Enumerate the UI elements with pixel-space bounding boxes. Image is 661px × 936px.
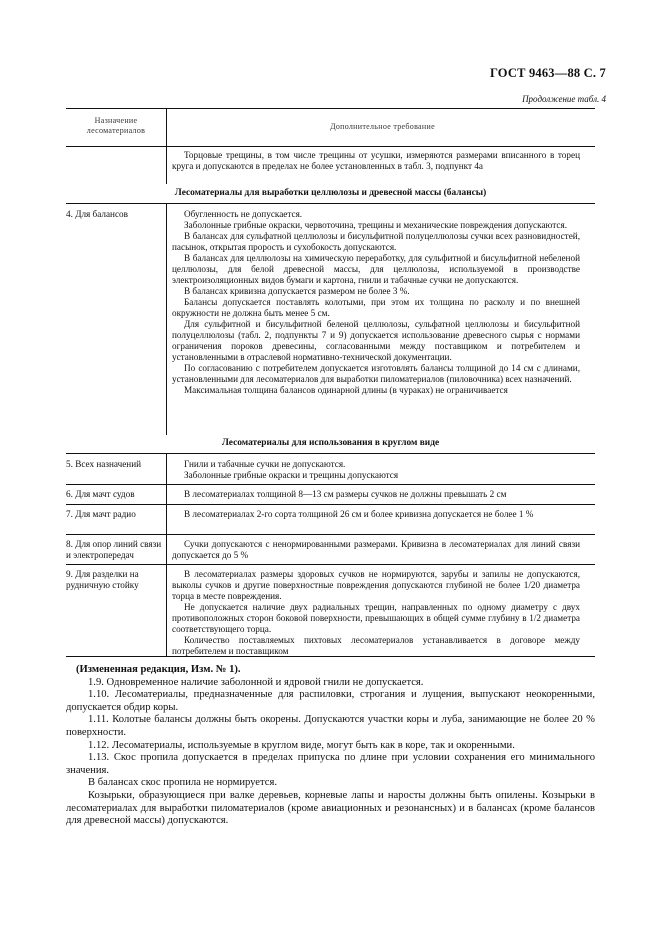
row4-para: Заболонные грибные окраски, червоточина, трещины и механические повреждения допускаются. [184, 220, 568, 230]
row4-purpose: 4. Для балансов [66, 209, 128, 219]
row8-purpose: 8. Для опор линий связи и электропередач [66, 539, 162, 560]
row4-col-divider [166, 203, 167, 435]
clause-1-13-note: В балансах скос пропила не нормируется. [88, 777, 277, 789]
row6-requirement: В лесоматериалах толщиной 8—13 см размеры сучков не должны превышать 2 см [184, 489, 507, 499]
row9-para: Количество поставляемых пихтовых лесоматериалов устанавливается в договоре между потребителем и поставщиком [172, 635, 580, 656]
row4-para: По согласованию с потребителем допускается изготовлять балансы толщиной до 14 см с длинами, установленными для лесоматериалов для выработки пиломатериалов (пиловочника) всех назначений. [172, 363, 580, 384]
row6-rule [66, 504, 595, 505]
header-col-divider [166, 108, 167, 146]
table-bottom-rule [66, 656, 595, 657]
table-top-rule [66, 108, 595, 109]
row4-para: В балансах для целлюлозы на химическую переработку, для сульфитной и бисульфитной небеленой целлюлозы, для белой древесной массы, для целлюлозы, используемой в производстве электроизоляционных видов бумаги и картона, гнили и табачные сучки не допускаются. [172, 253, 580, 285]
row5-para: Заболонные грибные окраски и трещины допускаются [184, 470, 399, 480]
row4-requirements [172, 209, 580, 396]
col-header-purpose: Назначение лесоматериалов [86, 116, 146, 135]
row7-rule [66, 534, 595, 535]
row5-col-divider [166, 453, 167, 484]
row8-rule [66, 564, 595, 565]
clause-1-9: 1.9. Одновременное наличие заболонной и ядровой гнили не допускается. [88, 676, 424, 688]
row7-col-divider [166, 504, 167, 534]
clause-1-11: 1.11. Колотые балансы должны быть окорены. Допускаются участки коры и луба, занимающие не более 20 % поверхности. [66, 714, 595, 738]
clause-1-10: 1.10. Лесоматериалы, предназначенные для распиловки, строгания и лущения, выпускают неокоренными, допускается обдир коры. [66, 689, 595, 713]
row4-para: Обугленность не допускается. [184, 209, 303, 219]
row4-para: Балансы допускается поставлять колотыми, при этом их толщина по расколу и по внешней окружности не должна быть менее 5 см. [172, 297, 580, 318]
row6-col-divider [166, 484, 167, 504]
clause-1-12: 1.12. Лесоматериалы, используемые в круглом виде, могут быть как в коре, так и окоренными. [88, 739, 515, 751]
row9-purpose: 9. Для разделки на рудничную стойку [66, 569, 139, 590]
row8-col-divider [166, 534, 167, 564]
header-bottom-rule [66, 146, 595, 147]
row5-para: Гнили и табачные сучки не допускаются. [184, 459, 346, 469]
row9-para: В лесоматериалах размеры здоровых сучков не нормируются, зарубы и запилы не допускаются, выколы сучков и другие поверхностные повреждения допускаются глубиной не более 1/20 диаметра торца в месте повреждения. [172, 569, 580, 601]
section-title-round: Лесоматериалы для использования в круглом виде [221, 438, 440, 448]
row5-rule [66, 484, 595, 485]
col-header-requirement: Дополнительное требование [330, 122, 435, 131]
row9-requirements [172, 569, 580, 657]
section1-rule [66, 203, 595, 204]
row4-para: Максимальная толщина балансов одинарной длины (в чураках) не ограничивается [184, 385, 508, 395]
row9-para: Не допускается наличие двух радиальных трещин, направленных по одному диаметру с двух противоположных сторон боковой поверхности, превышающих в общей сумме глубину в 1/2 диаметра соответствующего торца. [172, 602, 580, 634]
page-header: ГОСТ 9463—88 С. 7 [489, 66, 606, 80]
cont-col-divider [166, 146, 167, 184]
row6-purpose: 6. Для мачт судов [66, 489, 135, 499]
section-title-pulp: Лесоматериалы для выработки целлюлозы и древесной массы (балансы) [174, 188, 487, 198]
row4-para: Для сульфитной и бисульфитной беленой целлюлозы, сульфатной целлюлозы и бисульфитной полуцеллюлозы (табл. 2, подпункты 7 и 9) допускается использование древесного сырья с нормами ограничения пороков древесины, согласованными между поставщиком и потребителем и установленными в отраслевой нормативно-технической документации. [172, 319, 580, 362]
row4-para: В балансах кривизна допускается размером не более 3 %. [184, 286, 410, 296]
section2-rule [66, 453, 595, 454]
cont-requirement: Торцовые трещины, в том числе трещины от усушки, измеряются размерами вписанного в торец круга и допускаются в пределах не более установленных в табл. 3, подпункт 4а [172, 150, 580, 171]
body-text [66, 664, 595, 828]
edition-note: (Измененная редакция, Изм. № 1). [76, 664, 241, 675]
clause-1-13: 1.13. Скос пропила допускается в пределах припуска по длине при условии сохранения его минимального значения. [66, 752, 595, 776]
row5-requirements [172, 459, 580, 481]
row9-col-divider [166, 564, 167, 656]
clause-1-13-last: Козырьки, образующиеся при валке деревьев, корневые лапы и наросты должны быть опилены. Козырьки в лесоматериалах для выработки пиломатериалов (кроме авиационных и резонансных) и в балансах (кроме балансов для древесной массы) допускаются. [66, 789, 595, 827]
row8-requirement: Сучки допускаются с ненормированными размерами. Кривизна в лесоматериалах для линий связи допускается до 5 % [172, 539, 580, 560]
row7-purpose: 7. Для мачт радио [66, 509, 136, 519]
row7-requirement: В лесоматериалах 2-го сорта толщиной 26 см и более кривизна допускается не более 1 % [184, 509, 534, 519]
row5-purpose: 5. Всех назначений [66, 459, 142, 469]
row4-para: В балансах для сульфатной целлюлозы и бисульфитной полуцеллюлозы сучки всех разновидностей, пасынок, открытая прорость и сухобокость допускаются. [172, 231, 580, 252]
table-continuation-label: Продолжение табл. 4 [522, 94, 606, 104]
